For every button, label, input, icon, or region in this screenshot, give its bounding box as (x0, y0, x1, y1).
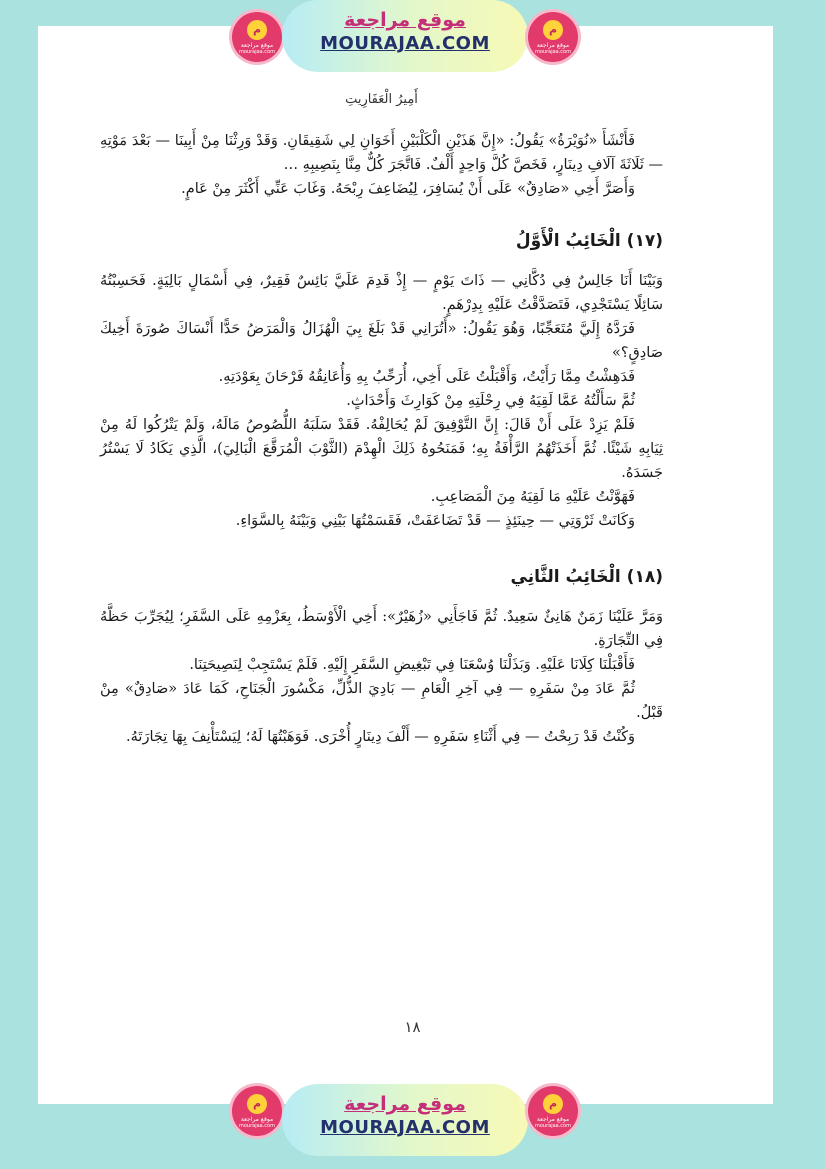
running-head: أَمِيرُ الْعَفَارِيتِ (345, 92, 418, 107)
logo-mark-icon: م (543, 20, 563, 40)
paragraph: وَكَانَتْ ثَرْوَتِي — حِينَئِذٍ — قَدْ تَضَاعَفَتْ، فَقَسَمْتُهَا بَيْنِي وَبَيْنَهُ بِالسَّوَاءِ. (235, 513, 635, 529)
site-logo-right-top[interactable] (528, 12, 578, 62)
logo-mark-icon: م (247, 1094, 267, 1114)
paragraph: وَمَرَّ عَلَيْنَا زَمَنٌ هَانِئٌ سَعِيدٌ. ثُمَّ فَاجَأَنِي «زُهَيْرٌ»: أَخِي الْأَوْسَطُ، بِعَزْمِهِ عَلَى السَّفَرِ؛ لِيُجَرِّبَ حَظَّهُ فِي التِّجَارَةِ. (100, 609, 663, 649)
site-name-ar[interactable]: موقع مراجعة (344, 9, 466, 31)
paragraph: فَدَهِشْتُ مِمَّا رَأَيْتُ، وَأَقْبَلْتُ عَلَى أَخِي، أُرَحِّبُ بِهِ وَأُعَانِقُهُ فَرْحَانَ بِعَوْدَتِهِ. (218, 369, 635, 385)
logo-caption-ar: موقع مراجعة (536, 1116, 570, 1123)
logo-caption-ar: موقع مراجعة (240, 42, 274, 49)
logo-caption-en: mourajaa.com (534, 1123, 571, 1129)
paragraph: فَلَمْ يَزِدْ عَلَى أَنْ قَالَ: إِنَّ التَّوْفِيقَ لَمْ يُحَالِفْهُ. فَقَدْ سَلَبَهُ اللُّصُوصُ مَالَهُ، وَلَمْ يَتْرُكُوا لَهُ مِنْ ثِيَابِهِ شَيْئًا. ثُمَّ أَخَذَتْهُمُ الرَّأْفَةُ بِهِ؛ فَمَنَحُوهُ ذَلِكَ الْهِدْمَ (الثَّوْبَ الْمُرَقَّعَ الْبَالِيَ)، الَّذِي يَكَادُ لَا يَسْتُرُ جَسَدَهُ. (100, 417, 663, 481)
page-number: ١٨ (404, 1018, 421, 1036)
logo-caption-en: mourajaa.com (238, 1123, 275, 1129)
site-name-en[interactable]: MOURAJAA.COM (320, 33, 490, 54)
site-name-en[interactable]: MOURAJAA.COM (320, 1117, 490, 1138)
paragraph: فَأَقْبَلْنَا كِلَانَا عَلَيْهِ. وَبَذَلْنَا وُسْعَنَا فِي تَبْغِيضِ السَّفَرِ إِلَيْهِ. فَلَمْ يَسْتَجِبْ لِنَصِيحَتِنَا. (189, 657, 635, 673)
paragraph: فَرَدَّهُ إِلَيَّ مُتَعَجِّبًا، وَهُوَ يَقُولُ: «أَتُرَانِي قَدْ بَلَغَ بِيَ الْهُزَالُ وَالْمَرَضُ حَدًّا أَنْسَاكَ صُورَةَ أَخِيكَ صَادِقٍ؟» (100, 321, 663, 361)
logo-caption-en: mourajaa.com (534, 49, 571, 55)
logo-caption-ar: موقع مراجعة (240, 1116, 274, 1123)
paragraph: ثُمَّ عَادَ مِنْ سَفَرِهِ — فِي آخِرِ الْعَامِ — بَادِيَ الذُّلِّ، مَكْسُورَ الْجَنَاحِ، كَمَا عَادَ «صَادِقٌ» مِنْ قَبْلُ. (100, 681, 663, 721)
document-body (100, 92, 663, 749)
logo-mark-icon: م (247, 20, 267, 40)
intro-paragraph: فَأَنْشَأَ «نُوَيْرَةُ» يَقُولُ: «إِنَّ هَذَيْنِ الْكَلْبَيْنِ أَخَوَانِ لِي شَقِيقَانِ. وَقَدْ وَرِثْنَا مِنْ أَبِينَا — بَعْدَ مَوْتِهِ — ثَلَاثَةَ آلَافِ دِينَارٍ، فَخَصَّ كُلَّ وَاحِدٍ أَلْفٌ. فَاتَّجَرَ كُلٌّ مِنَّا بِنَصِيبِهِ … (100, 133, 663, 173)
section-heading-18: (١٨) الْخَائِبُ الثَّانِي (510, 567, 663, 587)
logo-caption-ar: موقع مراجعة (536, 42, 570, 49)
intro-paragraph: وَأَصَرَّ أَخِي «صَادِقٌ» عَلَى أَنْ يُسَافِرَ، لِيُضَاعِفَ رِبْحَهُ. وَغَابَ عَنِّي أَكْثَرَ مِنْ عَامٍ. (181, 181, 635, 197)
logo-mark-icon: م (543, 1094, 563, 1114)
site-name-ar[interactable]: موقع مراجعة (344, 1093, 466, 1115)
site-logo-right-bottom[interactable] (528, 1086, 578, 1136)
site-banner-bottom[interactable] (282, 1084, 528, 1156)
paragraph: وَبَيْنَا أَنَا جَالِسٌ فِي دُكَّانِي — ذَاتَ يَوْمٍ — إِذْ قَدِمَ عَلَيَّ بَائِسٌ فَقِيرٌ، فِي أَسْمَالٍ بَالِيَةٍ. فَحَسِبْتُهُ سَائِلًا يَسْتَجْدِي، فَتَصَدَّقْتُ عَلَيْهِ بِدِرْهَمٍ. (100, 273, 663, 313)
site-logo-left-top[interactable] (232, 12, 282, 62)
site-logo-left-bottom[interactable] (232, 1086, 282, 1136)
paragraph: فَهَوَّنْتُ عَلَيْهِ مَا لَقِيَهُ مِنَ الْمَصَاعِبِ. (430, 489, 635, 505)
section-heading-17: (١٧) الْخَائِبُ الْأَوَّلُ (515, 231, 663, 251)
paragraph: وَكُنْتُ قَدْ رَبِحْتُ — فِي أَثْنَاءِ سَفَرِهِ — أَلْفَ دِينَارٍ أُخْرَى. فَوَهَبْتُهَا لَهُ؛ لِيَسْتَأْنِفَ بِهَا تِجَارَتَهُ. (126, 729, 635, 745)
site-banner-top[interactable] (282, 0, 528, 72)
logo-caption-en: mourajaa.com (238, 49, 275, 55)
paragraph: ثُمَّ سَأَلْتُهُ عَمَّا لَقِيَهُ فِي رِحْلَتِهِ مِنْ كَوَارِثَ وَأَحْدَاثٍ. (346, 393, 635, 409)
